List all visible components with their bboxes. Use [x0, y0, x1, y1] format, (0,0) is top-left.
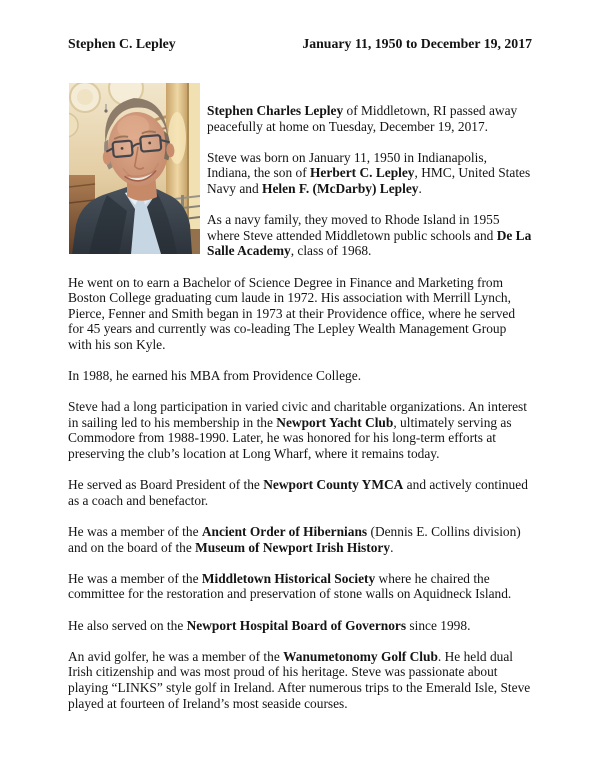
text-segment: He served as Board President of the	[68, 477, 264, 493]
bold-text-segment: Ancient Order of Hibernians	[201, 524, 368, 540]
text-segment: where he chaired the committee for the restoration and preservation of stone walls on Aquidneck Island.	[68, 570, 512, 602]
text-segment: He was a member of the	[68, 524, 202, 540]
header-name: Stephen C. Lepley	[68, 36, 176, 51]
bold-text-segment: Middletown Historical Society	[201, 570, 376, 586]
text-segment: (Dennis E. Collins division) and on the board of the	[68, 524, 521, 555]
text-segment: , class of 1968.	[290, 243, 372, 259]
text-segment: He went on to earn a Bachelor of Science Degree in Finance and Marketing from Boston College graduating cum laude in 1972. His association with Merrill Lynch, Pierce, Fenner and Smith began in 1973 at their Providence office, where he served for 45 years and currently was co-leading The Lepley Wealth Management Group with his son Kyle.	[68, 274, 516, 352]
paragraph-hospital-board	[68, 618, 532, 634]
portrait-photo	[69, 83, 200, 254]
text-segment: In 1988, he earned his MBA from Providence College.	[68, 368, 362, 384]
header-dates: January 11, 1950 to December 19, 2017	[302, 36, 532, 51]
text-segment: Steve had a long participation in varied civic and charitable organizations. An interest in sailing led to his membership in the	[68, 399, 527, 430]
bold-text-segment: Newport County YMCA	[263, 477, 404, 493]
paragraph-hibernians	[68, 524, 532, 555]
text-segment: and actively continued as a coach and benefactor.	[68, 477, 528, 508]
text-segment: , ultimately serving as Commodore from 1988-1990. Later, he was honored for his long-term efforts at preserving the club’s location at Long Wharf, where it remains today.	[68, 414, 512, 462]
paragraph-historical-society	[68, 571, 532, 602]
text-segment: As a navy family, they moved to Rhode Island in 1955 where Steve attended Middletown public schools and	[207, 212, 500, 243]
bold-text-segment: Museum of Newport Irish History	[195, 539, 391, 555]
text-segment: .	[418, 180, 422, 196]
paragraph-mba	[68, 368, 532, 384]
paragraph-golf	[68, 649, 532, 711]
paragraph-yacht-club	[68, 399, 532, 461]
paragraph-career	[68, 275, 532, 353]
text-segment: . He held dual Irish citizenship and was most proud of his heritage. Steve was passionate about playing “LINKS” style golf in Ireland. After numerous trips to the Emerald Isle, Steve played at fourteen of Ireland’s most seaside courses.	[68, 648, 531, 711]
text-segment: He was a member of the	[68, 570, 202, 586]
text-segment: He also served on the	[68, 617, 187, 633]
bold-text-segment: Helen F. (McDarby) Lepley	[262, 180, 419, 196]
bold-text-segment: Stephen Charles Lepley	[207, 103, 344, 118]
text-segment: , HMC, United States Navy and	[207, 165, 531, 196]
portrait-photo-image	[69, 83, 200, 254]
text-segment: Steve was born on January 11, 1950 in Indianapolis, Indiana, the son of	[207, 149, 487, 181]
text-segment: .	[390, 539, 394, 555]
text-segment: since 1998.	[406, 617, 471, 633]
text-segment: of Middletown, RI passed away peacefully at home on Tuesday, December 19, 2017.	[207, 103, 518, 134]
paragraph-ymca	[68, 477, 532, 508]
bold-text-segment: Newport Yacht Club	[276, 414, 394, 430]
bold-text-segment: Wanumetonomy Golf Club	[283, 648, 438, 664]
bold-text-segment: De La Salle Academy	[207, 227, 532, 259]
bold-text-segment: Herbert C. Lepley	[310, 165, 415, 181]
page-header	[68, 36, 532, 52]
bold-text-segment: Newport Hospital Board of Governors	[186, 617, 407, 633]
text-segment: An avid golfer, he was a member of the	[68, 648, 284, 664]
